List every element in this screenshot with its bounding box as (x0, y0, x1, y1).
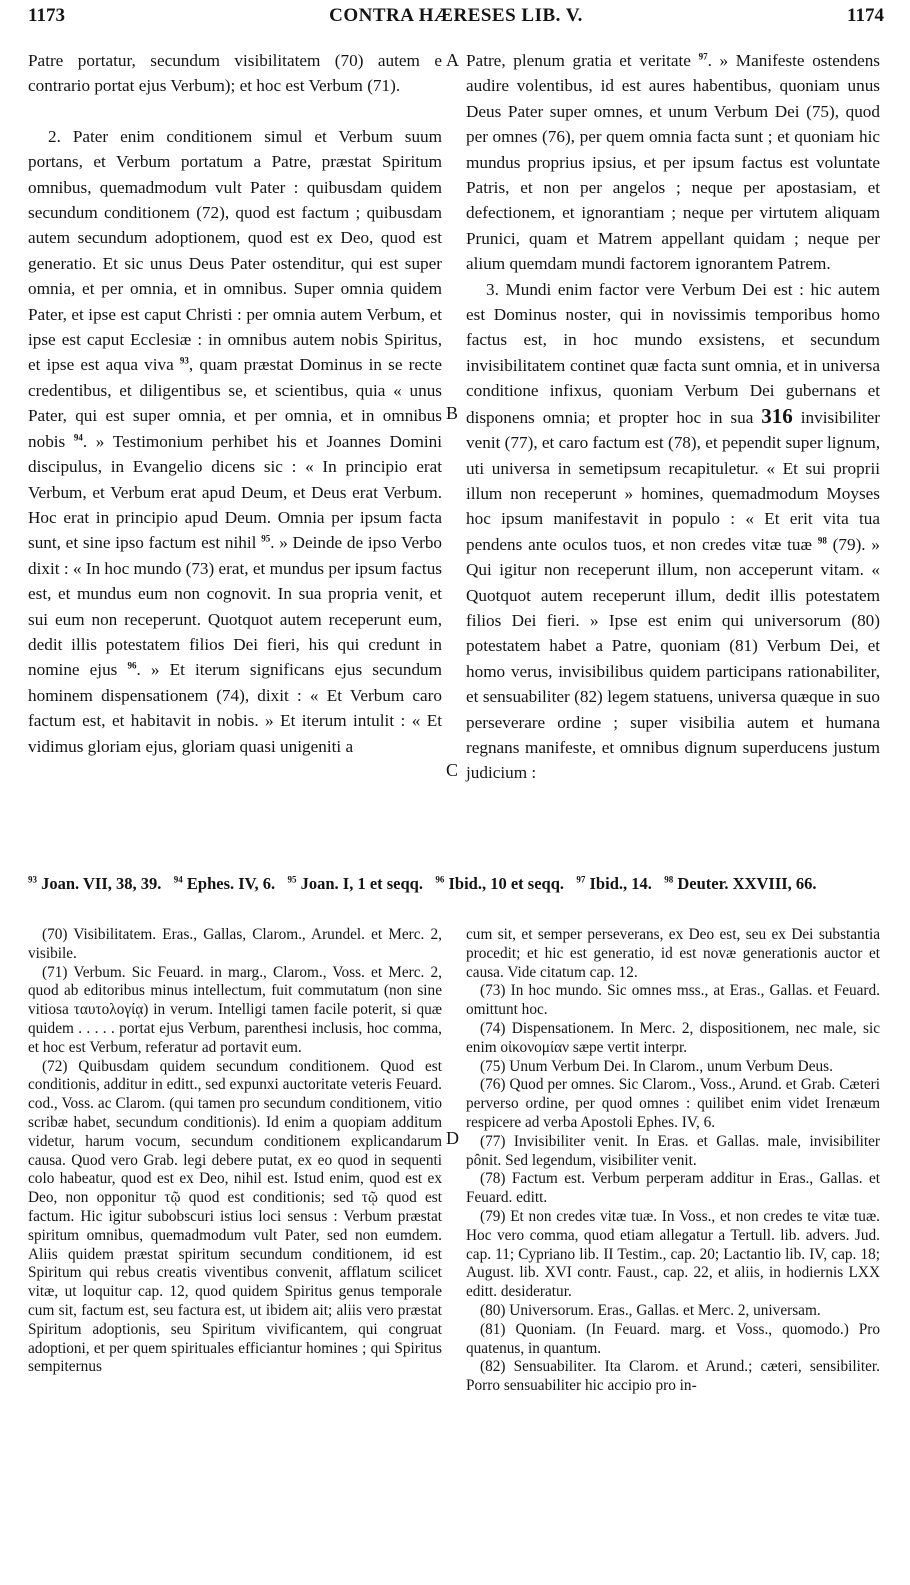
footnote: (75) Unum Verbum Dei. In Clarom., unum Verbum Deus. (480, 1057, 833, 1075)
footnotes-left-column (28, 926, 442, 1377)
footnote: (79) Et non credes vitæ tuæ. In Voss., et non credes te vitæ tuæ. Hoc vero comma, quod etiam allegatur a Tertull. lib. advers. Jud. cap. 11; Cypriano lib. II Testim., cap. 20; Lactantio lib. IV, cap. 18; August. lib. XVI contr. Faust., cap. 22, et aliis, in hodiernis LXX editt. desideratur. (466, 1207, 880, 1301)
scripture-references: $^{93}$ Joan. VII, 38, 39. $^{94}$ Ephes. IV, 6. $^{95}$ Joan. I, 1 et seqq. $^{96}$ Ibid., 10 et seqq. $^{97}$ Ibid., 14. $^{98}$ Deuter. XXVIII, 66. (28, 874, 817, 893)
footnote: (74) Dispensationem. In Merc. 2, dispositionem, nec male, sic enim οἰκονομίαν sæpe vertit interpr. (466, 1019, 880, 1056)
scripture-ref: 98 (817, 534, 827, 545)
main-text-right-column (466, 48, 880, 786)
margin-marker-a: A (446, 50, 459, 70)
paragraph: 3. Mundi enim factor vere Verbum Dei est : hic autem est Dominus noster, qui in novissimis temporibus homo factus est, in hoc mundo exsistens, et secundum invisibilitatem continet quæ facta sunt omnia, et in universa conditione infixus, quoniam Verbum Dei gubernans et disponens omnia; et propter hoc in sua 316 invisibiliter venit (77), et caro factum est (78), et pependit super lignum, uti universa in semetipsum recapituletur. « Et sui proprii illum non receperunt » homines, quemadmodum Moyses hoc ipsum manifestavit in populo : « Et erit vita tua pendens ante oculos tuos, et non credes vitæ tuæ $^{98}$ (79). » Qui igitur non receperunt illum, non acceperunt vitam. « Quotquot autem receperunt illum, dedit illis potestatem filios Dei fieri. » Ipse est enim qui universorum (80) potestatem habet a Patre, quoniam (81) Verbum Dei, et homo verus, invisibilibus quidem participans rationabiliter, et sensuabiliter (82) legem statuens, universa quæque in suo perseverare ordine ; super visibilia autem et humana regnans manifeste, et omnibus dignum superducens justum judicium : (466, 279, 881, 783)
margin-marker-d: D (446, 1128, 459, 1148)
footnote: (81) Quoniam. (In Feuard. marg. et Voss., quomodo.) Pro quatenus, in quantum. (466, 1320, 880, 1357)
footnote: (76) Quod per omnes. Sic Clarom., Voss., Arund. et Grab. Cæteri perverso ordine, per quod omnes : quilibet enim videt Irenæum respicere ad verba Apostoli Ephes. IV, 6. (466, 1076, 880, 1131)
running-header (28, 3, 884, 33)
footnote: (73) In hoc mundo. Sic omnes mss., at Eras., Gallas. et Feuard. omittunt hoc. (466, 982, 880, 1019)
scripture-ref: 97 (698, 51, 708, 62)
main-text-left-column (28, 48, 442, 759)
paragraph: 2. Pater enim conditionem simul et Verbum suum portans, et Verbum portatum a Patre, præstat Spiritum omnibus, quemadmodum vult Pater : quibusdam quidem secundum conditionem (72), quod est factum ; quibusdam autem secundum adoptionem, quod est ex Deo, quod est generatio. Et sic unus Deus Pater ostenditur, qui est super omnia, et per omnia, et in omnibus. Super omnia quidem Pater, et ipse est caput Christi : per omnia autem Verbum, et ipse est caput Ecclesiæ : in omnibus autem nobis Spiritus, et ipse est aqua viva $^{93}$, quam præstat Dominus in se recte credentibus, et diligentibus se, et scientibus, quia « unus Pater, qui est super omnia, et per omnia, et in omnibus nobis $^{94}$. » Testimonium perhibet his et Joannes Domini discipulus, in Evangelio dicens sic : « In principio erat Verbum, et Verbum erat apud Deum, et Deus erat Verbum. Hoc erat in principio apud Deum. Omnia per ipsum facta sunt, et sine ipso factum est nihil $^{95}$. » Deinde de ipso Verbo dixit : « In hoc mundo (73) erat, et mundus per ipsum factus est, et mundus eum non cognovit. In sua propria venit, et sui eum non receperunt. Quotquot autem receperunt eum, dedit illis potestatem filios Dei fieri, his qui credunt in nomine ejus $^{96}$. » Et iterum significans ejus secundum hominem dispensationem (74), dixit : « Et Verbum caro factum est, et habitavit in nobis. » Et iterum intulit : « Et vidimus gloriam ejus, gloriam quasi unigeniti a (28, 126, 443, 756)
footnote: (82) Sensuabiliter. Ita Clarom. et Arund.; cæteri, sensibiliter. Porro sensuabiliter hic accipio pro in- (466, 1358, 880, 1395)
footnote: (77) Invisibiliter venit. In Eras. et Gallas. male, invisibiliter pônit. Sed legendum, visibiliter venit. (466, 1132, 880, 1169)
margin-marker-c: C (446, 760, 459, 780)
footnote: (78) Factum est. Verbum perperam additur in Eras., Gallas. et Feuard. editt. (466, 1170, 880, 1207)
scripture-ref: 93 (179, 355, 189, 366)
running-title: CONTRA HÆRESES LIB. V. (329, 5, 583, 26)
footnote: (72) Quibusdam quidem secundum conditionem. Quod est conditionis, additur in editt., sed expunxi auctoritate veteris Feuard. cod., Voss. ac Clarom. (qui tamen pro secundum conditionem, vitio scribæ habet, secundum conditionis). Id enim a quopiam additum videtur, harum vocum, secundum conditionem explicandarum causa. Quod vero Grab. legi debere putat, ex eo quod in sequenti colo habeatur, quod est ex Deo, nihil est. Istud enim, quod est ex Deo, non opponitur τῷ quod est conditionis; sed τῷ quod est factum. Hic igitur subobscuri istius loci sensus : Verbum præstat spiritum omnibus, quemadmodum vult Pater, sed non eumdem. Aliis quidem præstat spiritum secundum conditionem, id est Spiritum qui rebus creatis viventibus convenit, afflatum scilicet vitæ, ut loquitur cap. 12, quod quidem Spiritus genus temporale cum sit, factum est, seu factura est, ut ibidem ait; aliis vero præstat Spiritum adoptionis, seu Spiritum vivificantem, qui congruat adoptioni, et per quem spirituales efficiantur homines ; qui Spiritus sempiternus (28, 1057, 442, 1376)
page-marker-number: 316 (761, 403, 793, 428)
footnote: (70) Visibilitatem. Eras., Gallas, Clarom., Arundel. et Merc. 2, visibile. (28, 926, 442, 962)
footnote: (80) Universorum. Eras., Gallas. et Merc. 2, universam. (480, 1301, 821, 1319)
footnotes-right-column (466, 926, 880, 1396)
paragraph: Patre portatur, secundum visibilitatem (70) autem e contrario portat ejus Verbum); et hoc est Verbum (71). (28, 51, 442, 96)
paragraph: Patre, plenum gratia et veritate $^{97}$. » Manifeste ostendens audire volentibus, id est aures habentibus, quoniam unus Deus Pater super omnes, et unum Verbum Dei (75), quod per omnes (76), per quem omnia facta sunt ; et quoniam hic mundus proprius ipsius, et per ipsum factus est voluntate Patris, et non per angelos ; neque per apostasiam, et defectionem, et ignorantiam ; neque per virtutem aliquam Prunici, quam et Matrem appellant quidam ; neque per alium quemdam mundi factorem ignorantem Patrem. (466, 51, 880, 274)
page-number-left: 1173 (28, 5, 65, 26)
footnote-continuation: cum sit, et semper perseverans, ex Deo est, seu ex Dei substantia procedit; et hic est generatio, id est novæ generationis auctor et causa. Vide citatum cap. 12. (466, 926, 880, 981)
scripture-ref: 94 (73, 431, 83, 442)
page-number-right: 1174 (847, 5, 884, 26)
margin-marker-b: B (446, 403, 459, 423)
footnote: (71) Verbum. Sic Feuard. in marg., Clarom., Voss. et Merc. 2, quod ab editoribus minus intellectum, fuit commutatum (non sine vitiosa ταυτολογίᾳ) in verum. Intelligi tamen facile poterit, si quæ quidem . . . . . portat ejus Verbum, parenthesi inclusis, hoc comma, et hoc est Verbum, referatur ad portavit eum. (28, 963, 442, 1056)
scripture-ref: 96 (127, 660, 137, 671)
scripture-ref: 95 (261, 533, 271, 544)
